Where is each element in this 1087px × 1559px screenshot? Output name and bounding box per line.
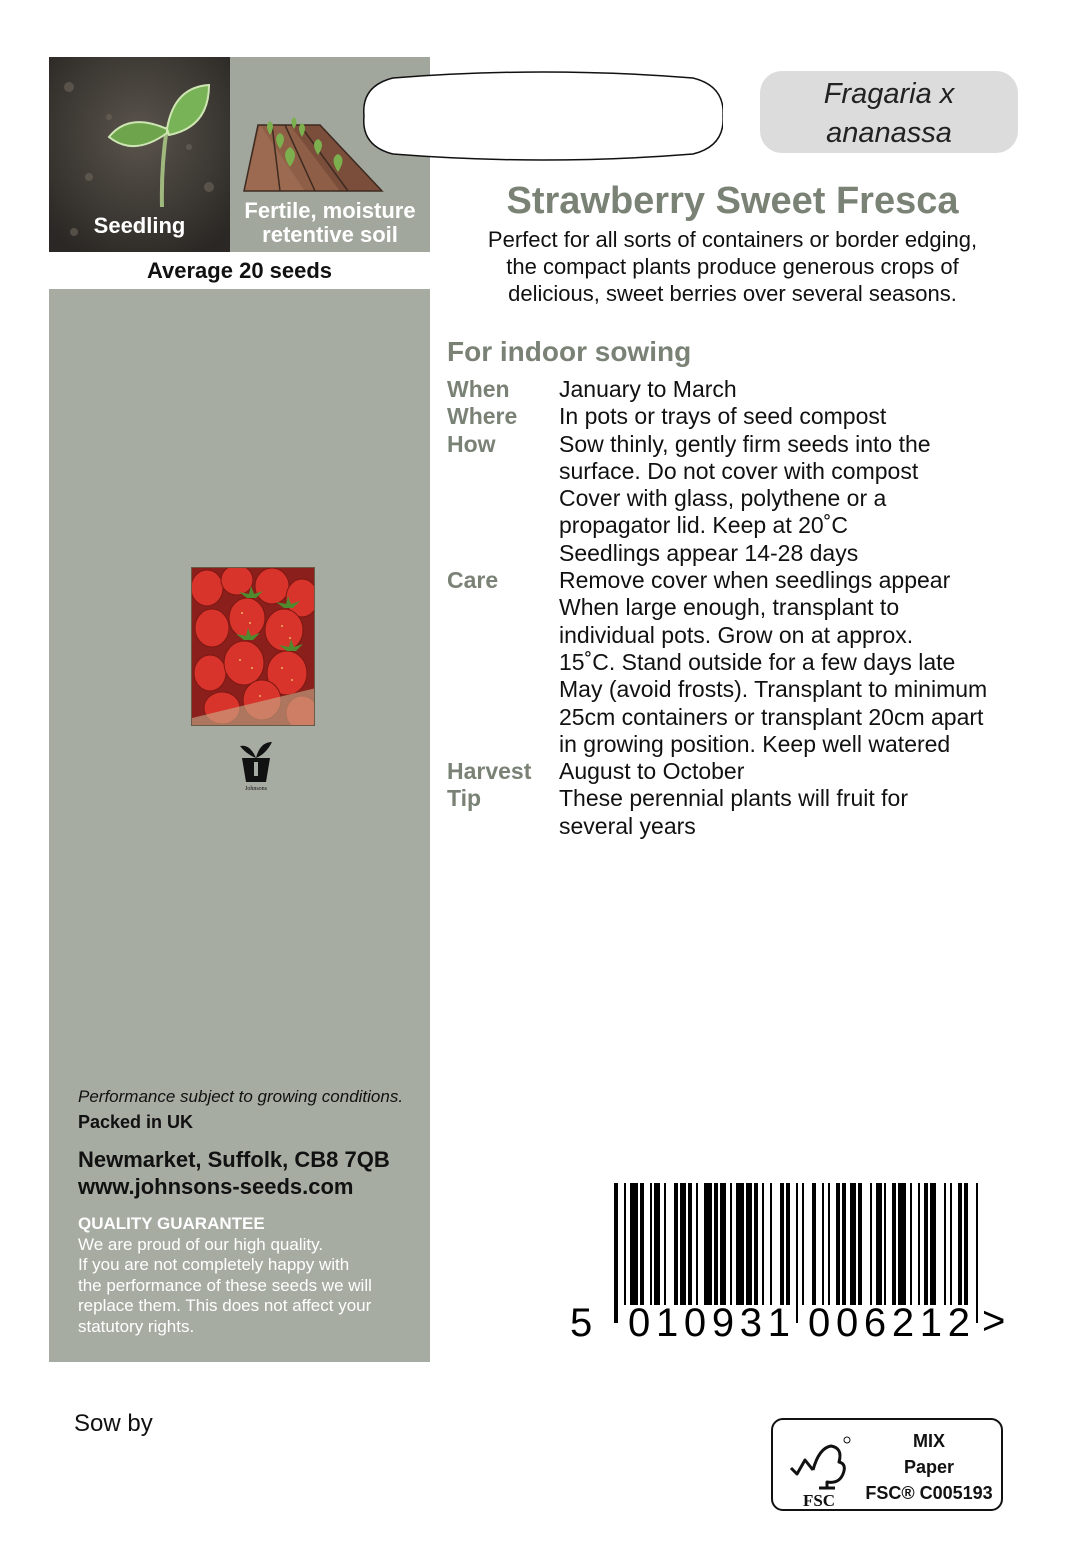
- instruction-text: individual pots. Grow on at approx.: [559, 621, 914, 648]
- sowing-heading: For indoor sowing: [447, 336, 692, 367]
- address: Newmarket, Suffolk, CB8 7QB: [78, 1147, 390, 1172]
- description-line: the compact plants produce generous crops of: [506, 254, 959, 279]
- instruction-label: Care: [447, 567, 499, 594]
- instruction-label: Where: [447, 403, 518, 430]
- guarantee-line: statutory rights.: [78, 1316, 195, 1336]
- logo-text: Johnsons: [244, 786, 268, 792]
- product-description: [440, 226, 1025, 307]
- instruction-label: When: [447, 376, 510, 402]
- instruction-text: August to October: [559, 758, 745, 785]
- barcode: [570, 1183, 1010, 1343]
- instruction-row-care: [447, 567, 1027, 758]
- product-title: Strawberry Sweet Fresca: [506, 180, 959, 222]
- description-line: delicious, sweet berries over several seasons.: [508, 281, 957, 306]
- soil-label-line1: Fertile, moisture: [244, 198, 416, 223]
- instruction-text: 15˚C. Stand outside for a few days late: [559, 648, 956, 675]
- seed-count-bar: [49, 252, 430, 289]
- fsc-mark-text: FSC: [802, 1491, 836, 1508]
- barcode-end-mark: >: [982, 1299, 1006, 1343]
- sow-by-label: Sow by: [74, 1410, 153, 1437]
- instruction-row-harvest: [447, 758, 1027, 785]
- instruction-row-tip: [447, 785, 1027, 840]
- instruction-text: several years: [559, 812, 696, 839]
- instruction-text: Seedlings appear 14-28 days: [559, 539, 859, 566]
- label-blank-area: [363, 70, 723, 162]
- instruction-text: in growing position. Keep well watered: [559, 730, 951, 757]
- instruction-text: 25cm containers or transplant 20cm apart: [559, 703, 984, 730]
- instruction-text: When large enough, transplant to: [559, 594, 900, 621]
- instruction-text: May (avoid frosts). Transplant to minimum: [559, 676, 988, 703]
- packed-in: Packed in UK: [78, 1112, 194, 1132]
- instruction-text: surface. Do not cover with compost: [559, 457, 919, 484]
- johnsons-logo: [236, 740, 276, 792]
- instruction-row-where: [447, 403, 1027, 430]
- instruction-row-how: [447, 431, 1027, 567]
- soil-label-line2: retentive soil: [262, 222, 398, 247]
- instruction-text: propagator lid. Keep at 20˚C: [559, 512, 848, 539]
- latin-name-box: [760, 71, 1018, 153]
- guarantee-line: If you are not completely happy with: [78, 1255, 350, 1274]
- latin-name-line1: Fragaria x: [823, 78, 955, 110]
- seed-count: Average 20 seeds: [146, 258, 333, 283]
- fsc-tree-icon: [783, 1428, 855, 1508]
- fsc-line1: MIX: [912, 1431, 945, 1451]
- left-footer: [78, 1086, 423, 1337]
- barcode-group-1: 010931: [628, 1301, 790, 1343]
- instruction-text: Cover with glass, polythene or a: [559, 485, 887, 512]
- seedling-label: Seedling: [93, 213, 186, 238]
- fsc-line3: FSC® C005193: [865, 1483, 993, 1503]
- description-line: Perfect for all sorts of containers or border edging,: [487, 227, 978, 252]
- fsc-label: [771, 1418, 1003, 1511]
- instruction-text: Sow thinly, gently firm seeds into the: [559, 430, 931, 457]
- barcode-digit-first: 5: [570, 1301, 593, 1343]
- sowing-instructions: [447, 376, 1027, 840]
- barcode-group-2: 006212: [808, 1301, 970, 1343]
- latin-name-line2: ananassa: [826, 117, 952, 149]
- instruction-label: How: [447, 430, 496, 457]
- guarantee-line: replace them. This does not affect your: [78, 1296, 372, 1315]
- instruction-row-when: [447, 376, 1027, 403]
- instruction-label: Harvest: [447, 758, 532, 785]
- performance-note: Performance subject to growing conditions.: [78, 1087, 404, 1106]
- seedling-icon: [49, 57, 230, 252]
- guarantee-title: QUALITY GUARANTEE: [78, 1214, 265, 1233]
- instruction-text: Remove cover when seedlings appear: [559, 567, 951, 594]
- guarantee-line: the performance of these seeds we will: [78, 1275, 372, 1295]
- website-link[interactable]: www.johnsons-seeds.com: [78, 1174, 354, 1199]
- instruction-text: January to March: [559, 376, 737, 402]
- instruction-text: In pots or trays of seed compost: [559, 403, 887, 430]
- instruction-label: Tip: [447, 785, 482, 812]
- guarantee-line: We are proud of our high quality.: [78, 1234, 324, 1254]
- strawberry-photo: [191, 567, 315, 726]
- quality-guarantee: [78, 1214, 423, 1337]
- fsc-line2: Paper: [903, 1457, 955, 1477]
- instruction-text: These perennial plants will fruit for: [559, 785, 908, 812]
